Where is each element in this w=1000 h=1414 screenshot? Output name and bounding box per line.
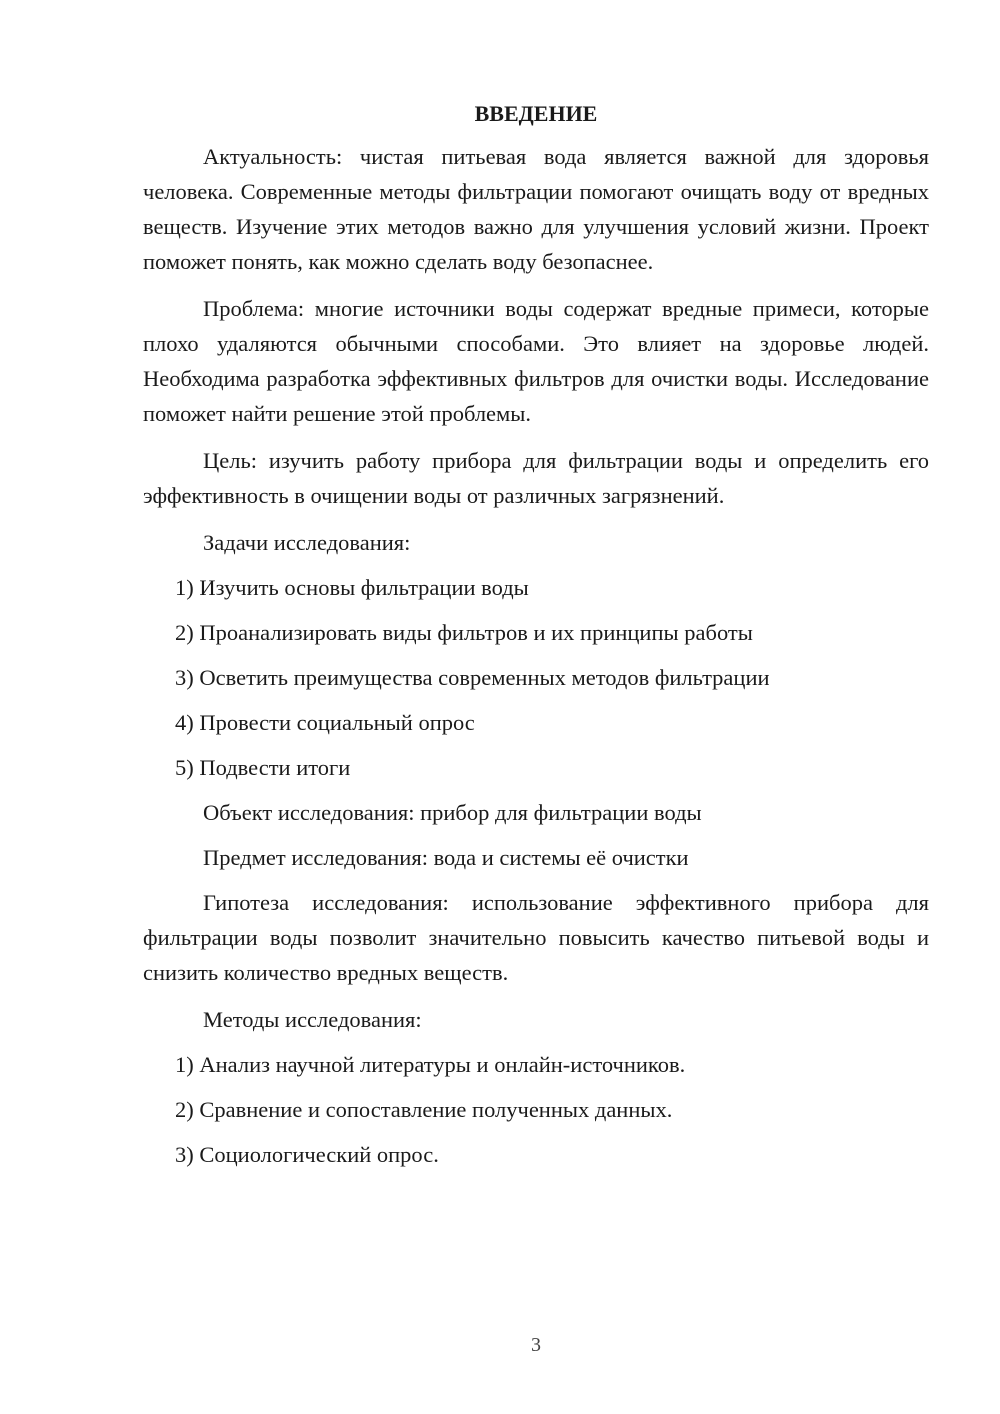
list-item: 1) Изучить основы фильтрации воды	[175, 575, 529, 600]
list-item: 2) Сравнение и сопоставление полученных данных.	[175, 1097, 673, 1122]
methods-list	[143, 1047, 929, 1172]
list-item: 2) Проанализировать виды фильтров и их принципы работы	[175, 620, 753, 645]
subject-line: Предмет исследования: вода и системы её очистки	[203, 845, 689, 870]
goal-paragraph: Цель: изучить работу прибора для фильтрации воды и определить его эффективность в очищении воды от различных загрязнений.	[143, 448, 929, 508]
object-line: Объект исследования: прибор для фильтрации воды	[203, 800, 702, 825]
methods-heading: Методы исследования:	[203, 1007, 422, 1032]
tasks-heading: Задачи исследования:	[203, 530, 411, 555]
list-item: 5) Подвести итоги	[175, 755, 351, 780]
problem-paragraph: Проблема: многие источники воды содержат вредные примеси, которые плохо удаляются обычными способами. Это влияет на здоровье людей. Необходима разработка эффективных фильтров для очистки воды. Исследование поможет найти решение этой проблемы.	[143, 296, 929, 426]
list-item: 3) Социологический опрос.	[175, 1142, 439, 1167]
relevance-paragraph: Актуальность: чистая питьевая вода является важной для здоровья человека. Современные методы фильтрации помогают очищать воду от вредных веществ. Изучение этих методов важно для улучшения условий жизни. Проект поможет понять, как можно сделать воду безопаснее.	[143, 144, 929, 274]
list-item: 1) Анализ научной литературы и онлайн-источников.	[175, 1052, 686, 1077]
tasks-list	[143, 570, 929, 785]
hypothesis-paragraph: Гипотеза исследования: использование эффективного прибора для фильтрации воды позволит значительно повысить качество питьевой воды и снизить количество вредных веществ.	[143, 890, 929, 985]
page-number: 3	[531, 1334, 541, 1356]
page-content	[143, 96, 929, 1182]
list-item: 3) Осветить преимущества современных методов фильтрации	[175, 665, 770, 690]
list-item: 4) Провести социальный опрос	[175, 710, 475, 735]
section-title: ВВЕДЕНИЕ	[474, 101, 598, 126]
